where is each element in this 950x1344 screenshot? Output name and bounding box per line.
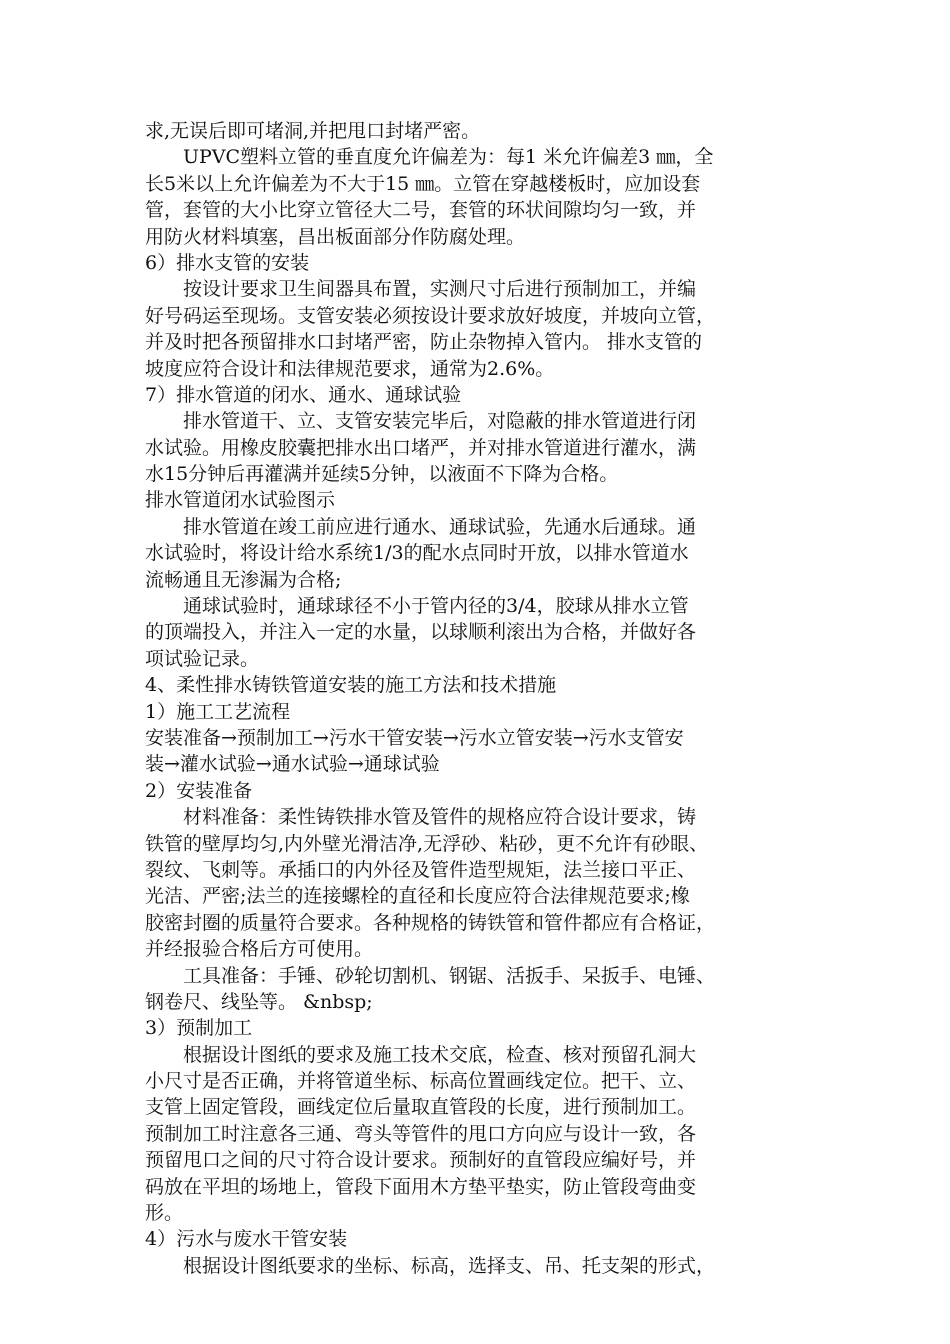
text-line: 并及时把各预留排水口封堵严密，防止杂物掉入管内。 排水支管的 [145, 331, 703, 354]
text-line: 长5米以上允许偏差为不大于15 ㎜。立管在穿越楼板时，应加设套 [145, 172, 701, 195]
text-line: 好号码运至现场。支管安装必须按设计要求放好坡度，并坡向立管， [145, 304, 716, 327]
text-line: 光洁、严密;法兰的连接螺栓的直径和长度应符合法律规范要求;橡 [145, 885, 690, 908]
text-line: 排水管道在竣工前应进行通水、通球试验，先通水后通球。通 [183, 515, 697, 538]
text-line: 项试验记录。 [145, 647, 260, 670]
text-line: 装→灌水试验→通水试验→通球试验 [145, 753, 440, 776]
text-line: 通球试验时，通球球径不小于管内径的3/4，胶球从排水立管 [183, 595, 689, 618]
text-line: 并经报验合格后方可使用。 [145, 938, 374, 961]
text-line: 水15分钟后再灌满并延续5分钟，以液面不下降为合格。 [145, 463, 619, 486]
text-line: 材料准备：柔性铸铁排水管及管件的规格应符合设计要求，铸 [183, 806, 697, 829]
text-line: 7）排水管道的闭水、通水、通球试验 [145, 383, 462, 406]
text-line: 裂纹、飞刺等。承插口的内外径及管件造型规矩，法兰接口平正、 [145, 858, 697, 881]
text-line: 根据设计图纸要求的坐标、标高，选择支、吊、托支架的形式， [183, 1254, 716, 1277]
text-line: 小尺寸是否正确，并将管道坐标、标高位置画线定位。把干、立、 [145, 1070, 697, 1093]
text-line: 求,无误后即可堵洞,并把甩口封堵严密。 [145, 120, 481, 142]
text-line: 形。 [145, 1202, 184, 1225]
text-line: 预留甩口之间的尺寸符合设计要求。预制好的直管段应编好号，并 [145, 1149, 697, 1172]
text-line: 按设计要求卫生间器具布置，实测尺寸后进行预制加工，并编 [183, 278, 697, 301]
text-line: 胶密封圈的质量符合要求。各种规格的铸铁管和管件都应有合格证， [145, 911, 716, 934]
text-line: 流畅通且无渗漏为合格; [145, 568, 342, 591]
text-line: 支管上固定管段，画线定位后量取直管段的长度，进行预制加工。 [145, 1096, 697, 1119]
text-line: 4）污水与废水干管安装 [145, 1228, 348, 1251]
text-line: 工具准备：手锤、砂轮切割机、钢锯、活扳手、呆扳手、电锤、 [183, 964, 716, 987]
text-line: 钢卷尺、线坠等。 &nbsp; [145, 990, 373, 1013]
text-line: UPVC塑料立管的垂直度允许偏差为：每1 米允许偏差3 ㎜，全 [183, 146, 714, 169]
text-line: 6）排水支管的安装 [145, 251, 310, 274]
text-line: 码放在平坦的场地上，管段下面用木方垫平垫实，防止管段弯曲变 [145, 1175, 697, 1198]
text-line: 根据设计图纸的要求及施工技术交底，检查、核对预留孔洞大 [183, 1043, 697, 1066]
text-line: 的顶端投入，并注入一定的水量，以球顺利滚出为合格，并做好各 [145, 621, 697, 644]
text-line: 用防火材料填塞，昌出板面部分作防腐处理。 [145, 225, 526, 248]
text-line: 水试验时，将设计给水系统1/3的配水点同时开放，以排水管道水 [145, 542, 689, 565]
text-line: 2）安装准备 [145, 779, 253, 802]
text-line: 排水管道闭水试验图示 [145, 489, 336, 512]
text-line: 3）预制加工 [145, 1017, 253, 1040]
text-line: 管，套管的大小比穿立管径大二号，套管的环状间隙均匀一致，并 [145, 199, 697, 222]
text-line: 铁管的壁厚均匀,内外壁光滑洁净,无浮砂、粘砂，更不允许有砂眼、 [145, 832, 709, 855]
text-line: 1）施工工艺流程 [145, 700, 291, 723]
text-line: 水试验。用橡皮胶囊把排水出口堵严，并对排水管道进行灌水，满 [145, 436, 697, 459]
text-line: 坡度应符合设计和法律规范要求，通常为2.6%。 [145, 357, 555, 380]
text-line: 排水管道干、立、支管安装完毕后，对隐蔽的排水管道进行闭 [183, 410, 697, 433]
text-line: 预制加工时注意各三通、弯头等管件的甩口方向应与设计一致，各 [145, 1122, 697, 1145]
document-body [145, 118, 809, 1279]
text-line: 安装准备→预制加工→污水干管安装→污水立管安装→污水支管安 [145, 726, 684, 749]
text-line: 4、柔性排水铸铁管道安装的施工方法和技术措施 [145, 674, 557, 697]
